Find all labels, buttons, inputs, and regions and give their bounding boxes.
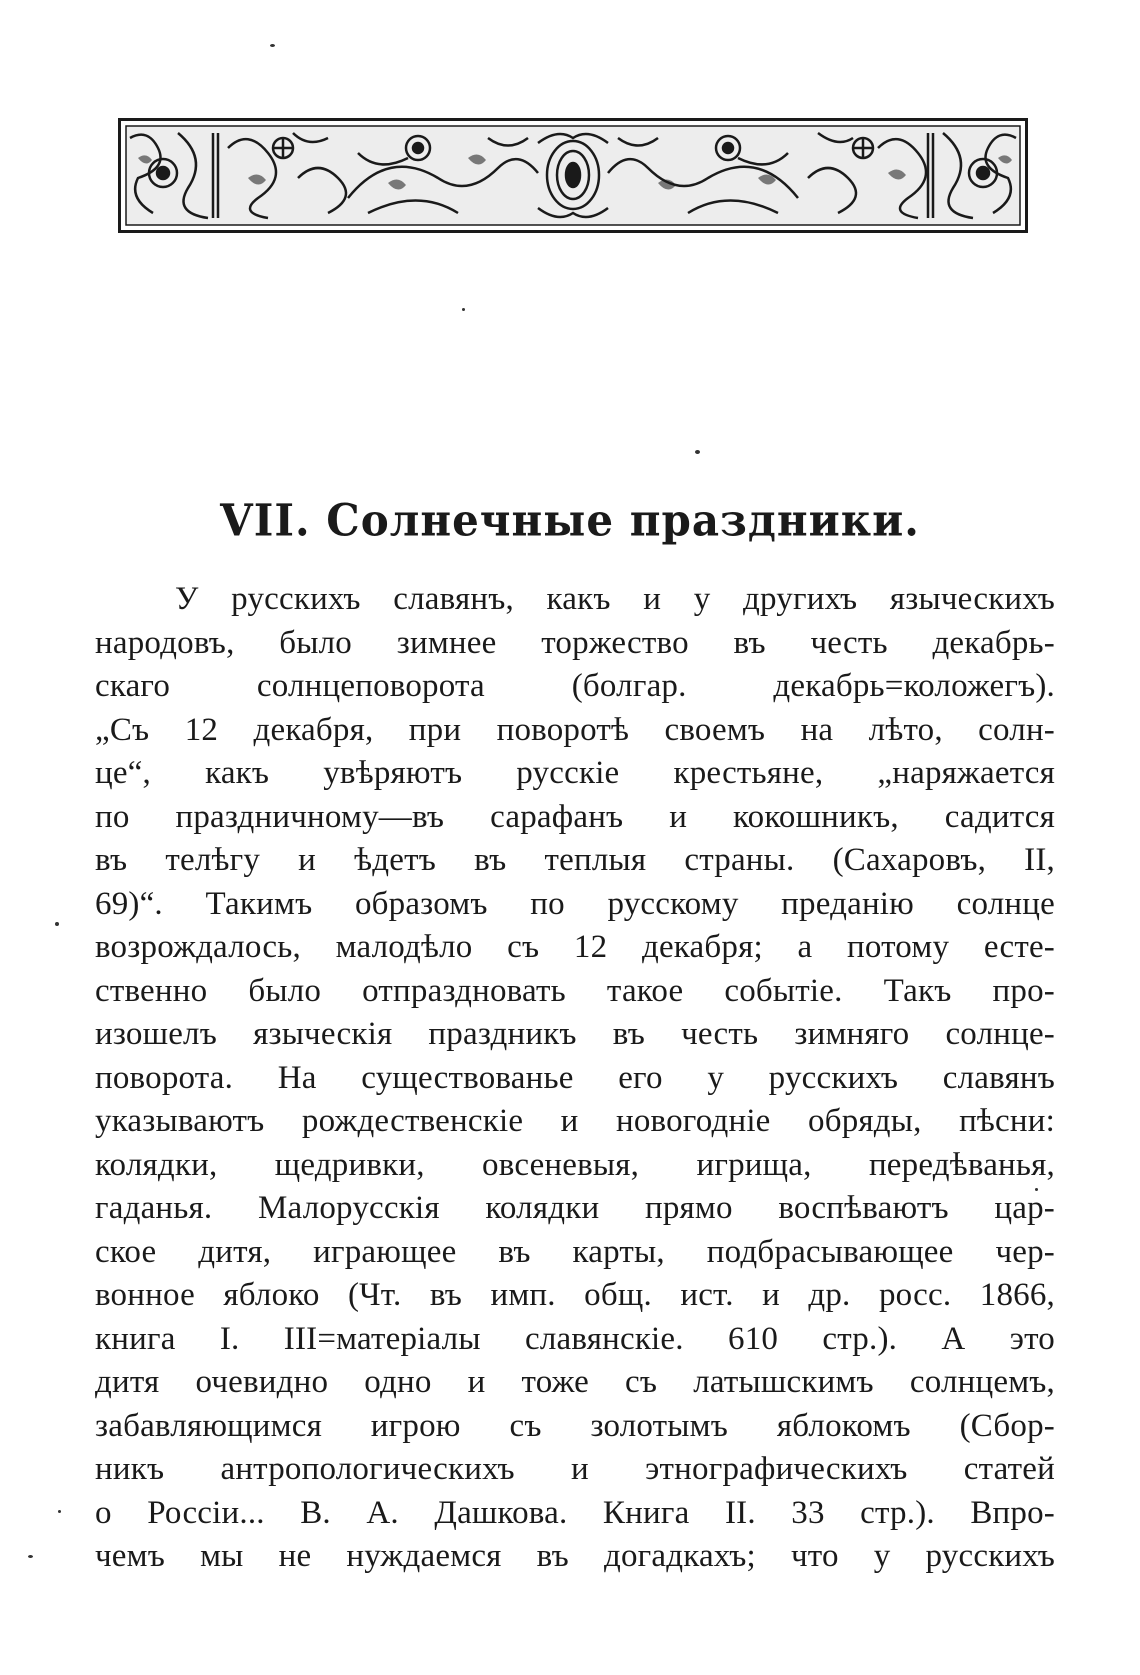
scan-speck bbox=[58, 1510, 61, 1513]
text-line: „Съ 12 декабря, при поворотѣ своемъ на лѣто, солн- bbox=[95, 711, 1055, 748]
ornamental-headpiece bbox=[118, 118, 1028, 233]
text-line: народовъ, было зимнее торжество въ честь декабрь- bbox=[95, 624, 1055, 661]
text-line: поворота. На существованье его у русскихъ славянъ bbox=[95, 1059, 1055, 1096]
body-text bbox=[95, 578, 1055, 1579]
text-line: изошелъ языческія праздникъ въ честь зимняго солнце- bbox=[95, 1016, 1055, 1052]
scan-speck bbox=[270, 44, 275, 47]
floral-ornament-icon bbox=[118, 118, 1028, 233]
text-line: чемъ мы не нуждаемся въ догадкахъ; что у русскихъ bbox=[95, 1538, 1055, 1574]
text-line: У русскихъ славянъ, какъ и у другихъ языческихъ bbox=[175, 581, 1055, 617]
text-line: ственно было отпраздновать такое событіе. Такъ про- bbox=[95, 972, 1055, 1009]
text-line: возрождалось, малодѣло съ 12 декабря; а потому есте- bbox=[95, 929, 1055, 965]
scan-speck bbox=[462, 308, 465, 311]
text-line: 69)“. Такимъ образомъ по русскому преданію солнце bbox=[95, 885, 1055, 922]
text-line: забавляющимся игрою съ золотымъ яблокомъ (Сбор- bbox=[95, 1407, 1055, 1444]
text-line: никъ антропологическихъ и этнографическихъ статей bbox=[95, 1451, 1055, 1487]
text-line: указываютъ рождественскіе и новогодніе обряды, пѣсни: bbox=[95, 1103, 1055, 1139]
chapter-title: VII. Солнечные праздники. bbox=[220, 494, 920, 547]
text-line: вонное яблоко (Чт. въ имп. общ. ист. и др. росс. 1866, bbox=[95, 1277, 1055, 1313]
text-line: гаданья. Малорусскія колядки прямо воспѣваютъ цар- bbox=[95, 1190, 1055, 1226]
text-line: це“, какъ увѣряютъ русскіе крестьяне, „наряжается bbox=[95, 755, 1055, 791]
text-line: по праздничному—въ сарафанъ и кокошникъ, садится bbox=[95, 798, 1055, 835]
scan-speck bbox=[695, 450, 700, 454]
text-line: о Россіи... В. А. Дашкова. Книга II. 33 стр.). Впро- bbox=[95, 1494, 1055, 1531]
text-line: колядки, щедривки, овсеневыя, игрища, передѣванья, bbox=[95, 1146, 1055, 1183]
text-line: книга I. III=матеріалы славянскіе. 610 стр.). А это bbox=[95, 1320, 1055, 1357]
text-line: ское дитя, играющее въ карты, подбрасывающее чер- bbox=[95, 1233, 1055, 1270]
text-line: скаго солнцеповорота (болгар. декабрь=коложегъ). bbox=[95, 668, 1055, 704]
text-line: въ телѣгу и ѣдетъ въ теплыя страны. (Сахаровъ, II, bbox=[95, 842, 1055, 878]
scan-speck bbox=[28, 1555, 33, 1558]
text-line: дитя очевидно одно и тоже съ латышскимъ солнцемъ, bbox=[95, 1364, 1055, 1400]
scan-speck bbox=[55, 922, 59, 926]
